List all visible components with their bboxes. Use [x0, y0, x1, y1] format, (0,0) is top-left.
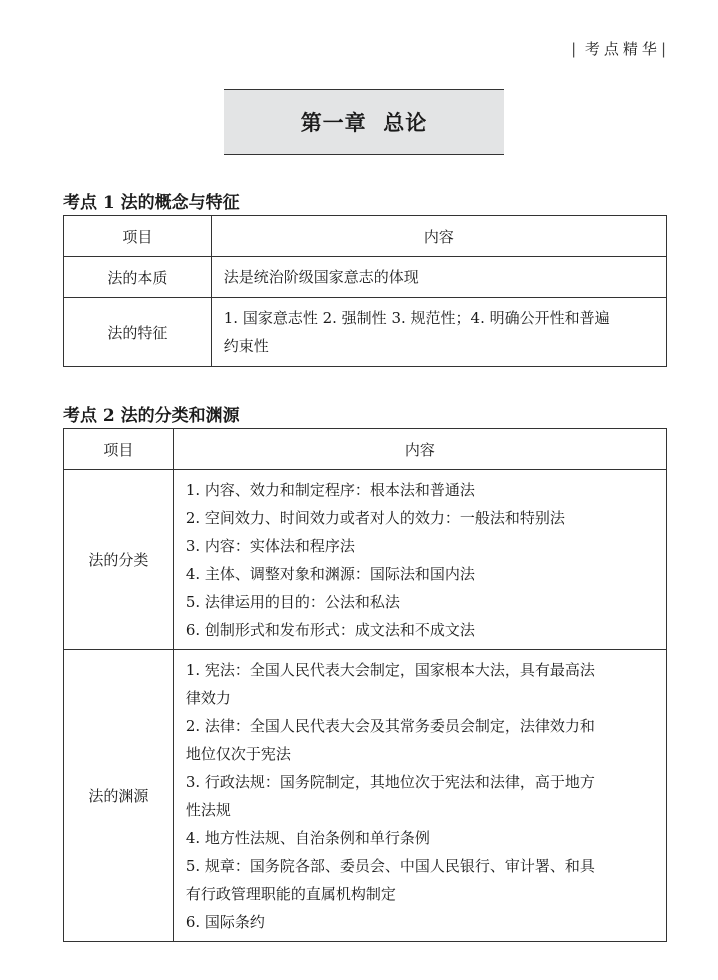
- header-cell-content: 内容: [211, 216, 666, 257]
- content-line: 法是统治阶级国家意志的体现: [223, 268, 419, 286]
- chapter-title-box: [224, 89, 504, 155]
- row-item-cell: 法的分类: [64, 470, 174, 650]
- row-item-cell: 法的渊源: [64, 650, 174, 942]
- chapter-title: 第一章 总论: [300, 110, 428, 135]
- table-header-row: [64, 216, 667, 257]
- content-line: 有行政管理职能的直属机构制定: [185, 884, 396, 903]
- row-content-cell: [211, 257, 666, 298]
- content-line: 3. 行政法规：国务院制定，其地位次于宪法和法律，高于地方: [185, 772, 595, 791]
- row-content-cell: [211, 298, 666, 367]
- content-line: 地位仅次于宪法: [185, 744, 291, 763]
- content-line: 律效力: [185, 688, 231, 707]
- section2-table: [63, 428, 667, 942]
- section1-title: 考点 1 法的概念与特征: [63, 193, 240, 213]
- content-line: 5. 法律运用的目的：公法和私法: [185, 592, 400, 611]
- header-cell-content: 内容: [173, 429, 666, 470]
- header-cell-item: 项目: [64, 216, 212, 257]
- content-line: 2. 空间效力、时间效力或者对人的效力：一般法和特别法: [185, 508, 565, 527]
- content-line: 约束性: [223, 337, 269, 355]
- content-line: 1. 宪法：全国人民代表大会制定，国家根本大法，具有最高法: [185, 660, 595, 679]
- section1-table: [63, 215, 667, 367]
- content-line: 3. 内容：实体法和程序法: [185, 536, 355, 555]
- content-line: 2. 法律：全国人民代表大会及其常务委员会制定，法律效力和: [185, 716, 595, 735]
- content-line: 4. 主体、调整对象和渊源：国际法和国内法: [185, 564, 475, 583]
- header-cell-item: 项目: [64, 429, 174, 470]
- content-line: 6. 国际条约: [185, 912, 265, 931]
- content-line: 5. 规章：国务院各部、委员会、中国人民银行、审计署、和具: [185, 856, 595, 875]
- content-line: 6. 创制形式和发布形式：成文法和不成文法: [185, 620, 475, 639]
- header-tag-text: 考点精华: [584, 40, 661, 58]
- table-header-row: [64, 429, 667, 470]
- running-header: [571, 38, 666, 59]
- row-content-cell: [173, 470, 666, 650]
- content-line: 4. 地方性法规、自治条例和单行条例: [185, 828, 430, 847]
- content-line: 1. 内容、效力和制定程序：根本法和普通法: [185, 480, 475, 499]
- content-line: 1. 国家意志性 2. 强制性 3. 规范性；4. 明确公开性和普遍: [223, 309, 610, 327]
- header-right-bar: |: [660, 40, 666, 58]
- section2-title: 考点 2 法的分类和渊源: [63, 406, 240, 426]
- table-row: [64, 298, 667, 367]
- row-item-cell: 法的本质: [64, 257, 212, 298]
- table-row: [64, 650, 667, 942]
- content-line: 性法规: [185, 800, 231, 819]
- header-left-bar: |: [571, 40, 577, 58]
- row-item-cell: 法的特征: [64, 298, 212, 367]
- table-row: [64, 257, 667, 298]
- table-row: [64, 470, 667, 650]
- row-content-cell: [173, 650, 666, 942]
